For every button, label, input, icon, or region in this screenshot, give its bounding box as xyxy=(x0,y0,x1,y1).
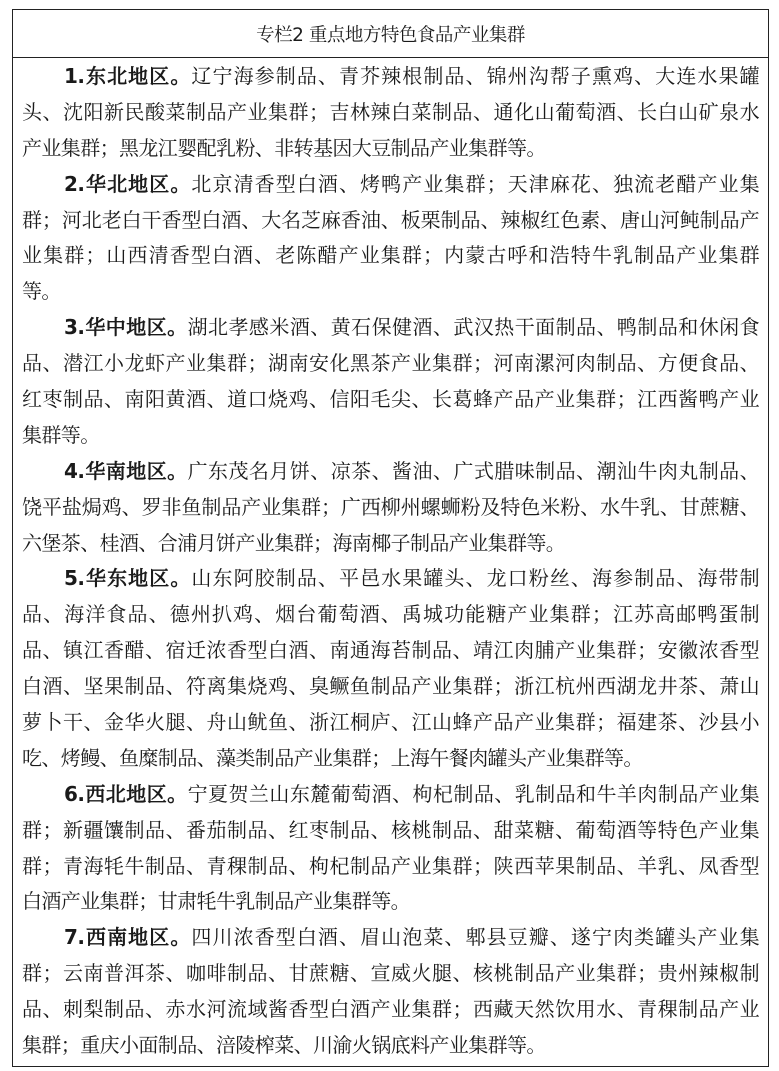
region-line xyxy=(22,382,759,418)
region-text: 四川浓香型白酒、眉山泡菜、郫县豆瓣、遂宁肉类罐头产业集 xyxy=(191,925,759,950)
region-line xyxy=(22,561,759,597)
region-line xyxy=(22,131,759,167)
region-line xyxy=(22,346,759,382)
box-title: 专栏2 重点地方特色食品产业集群 xyxy=(13,10,768,58)
region-line xyxy=(22,203,759,239)
region-text: 集群；重庆小面制品、涪陵榨菜、川渝火锅底料产业集群等。 xyxy=(22,1033,546,1058)
region-text: 山东阿胶制品、平邑水果罐头、龙口粉丝、海参制品、海带制 xyxy=(191,566,759,591)
region-heading: 4.华南地区。 xyxy=(64,458,188,483)
region-text: 北京清香型白酒、烤鸭产业集群；天津麻花、独流老醋产业集 xyxy=(191,171,759,196)
region-text: 群；新疆馕制品、番茄制品、红枣制品、核桃制品、甜菜糖、葡萄酒等特色产业集 xyxy=(22,817,759,842)
region-line xyxy=(22,920,759,956)
region-line xyxy=(22,274,759,310)
region-text: 湖北孝感米酒、黄石保健酒、武汉热干面制品、鸭制品和休闲食 xyxy=(187,315,759,340)
region-text: 品、镇江香醋、宿迁浓香型白酒、南通海苔制品、靖江肉脯产业集群；安徽浓香型 xyxy=(22,638,759,663)
region-heading: 7.西南地区。 xyxy=(64,925,192,950)
region-text: 萝卜干、金华火腿、舟山鱿鱼、浙江桐庐、江山蜂产品产业集群；福建茶、沙县小 xyxy=(22,710,759,735)
region-text: 饶平盐焗鸡、罗非鱼制品产业集群；广西柳州螺蛳粉及特色米粉、水牛乳、甘蔗糖、 xyxy=(22,494,759,519)
region-line xyxy=(22,454,759,490)
region-text: 品、刺梨制品、赤水河流域酱香型白酒产业集群；西藏天然饮用水、青稞制品产业 xyxy=(22,997,759,1022)
region-text: 等。 xyxy=(22,279,61,304)
region-text: 红枣制品、南阳黄酒、道口烧鸡、信阳毛尖、长葛蜂产品产业集群；江西酱鸭产业 xyxy=(22,387,759,412)
region-text: 群；河北老白干香型白酒、大名芝麻香油、板栗制品、辣椒红色素、唐山河鲀制品产 xyxy=(22,207,759,232)
region-line xyxy=(22,59,759,95)
region-text: 头、沈阳新民酸菜制品产业集群；吉林辣白菜制品、通化山葡萄酒、长白山矿泉水 xyxy=(22,99,759,124)
region-text: 群；青海牦牛制品、青稞制品、枸杞制品产业集群；陕西苹果制品、羊乳、凤香型 xyxy=(22,853,759,878)
region-section xyxy=(22,167,759,311)
region-text: 白酒、坚果制品、符离集烧鸡、臭鳜鱼制品产业集群；浙江杭州西湖龙井茶、萧山 xyxy=(22,674,759,699)
box-content xyxy=(13,58,768,1064)
region-text: 吃、烤鳗、鱼糜制品、藻类制品产业集群；上海午餐肉罐头产业集群等。 xyxy=(22,745,643,770)
region-line xyxy=(22,490,759,526)
region-text: 辽宁海参制品、青芥辣根制品、锦州沟帮子熏鸡、大连水果罐 xyxy=(191,64,759,88)
region-text: 产业集群；黑龙江婴配乳粉、非转基因大豆制品产业集群等。 xyxy=(22,135,546,160)
region-section xyxy=(22,454,759,562)
region-line xyxy=(22,167,759,203)
region-text: 集群等。 xyxy=(22,422,100,447)
region-text: 宁夏贺兰山东麓葡萄酒、枸杞制品、乳制品和牛羊肉制品产业集 xyxy=(187,781,759,806)
region-line xyxy=(22,956,759,992)
region-line xyxy=(22,884,759,920)
region-line xyxy=(22,597,759,633)
region-text: 白酒产业集群；甘肃牦牛乳制品产业集群等。 xyxy=(22,889,410,914)
region-line xyxy=(22,741,759,777)
region-line xyxy=(22,526,759,562)
region-text: 品、潜江小龙虾产业集群；湖南安化黑茶产业集群；河南漯河肉制品、方便食品、 xyxy=(22,351,759,376)
region-section xyxy=(22,310,759,454)
region-text: 群；云南普洱茶、咖啡制品、甘蔗糖、宣威火腿、核桃制品产业集群；贵州辣椒制 xyxy=(22,961,759,986)
region-line xyxy=(22,813,759,849)
region-line xyxy=(22,633,759,669)
region-text: 品、海洋食品、德州扒鸡、烟台葡萄酒、禹城功能糖产业集群；江苏高邮鸭蛋制 xyxy=(22,602,759,627)
region-line xyxy=(22,310,759,346)
region-section xyxy=(22,920,759,1064)
region-line xyxy=(22,1028,759,1064)
region-line xyxy=(22,992,759,1028)
region-section xyxy=(22,777,759,921)
region-heading: 2.华北地区。 xyxy=(64,171,192,196)
region-text: 六堡茶、桂酒、合浦月饼产业集群；海南椰子制品产业集群等。 xyxy=(22,530,566,555)
region-line xyxy=(22,95,759,131)
region-line xyxy=(22,418,759,454)
feature-box xyxy=(12,9,769,1067)
region-text: 广东茂名月饼、凉茶、酱油、广式腊味制品、潮汕牛肉丸制品、 xyxy=(187,458,759,483)
region-section xyxy=(22,59,759,167)
region-line xyxy=(22,238,759,274)
region-text: 业集群；山西清香型白酒、老陈醋产业集群；内蒙古呼和浩特牛乳制品产业集群 xyxy=(22,243,759,268)
region-line xyxy=(22,705,759,741)
region-heading: 3.华中地区。 xyxy=(64,315,188,340)
region-section xyxy=(22,561,759,776)
region-heading: 5.华东地区。 xyxy=(64,566,192,591)
region-line xyxy=(22,669,759,705)
region-line xyxy=(22,849,759,885)
region-heading: 1.东北地区。 xyxy=(64,64,192,88)
region-line xyxy=(22,777,759,813)
region-heading: 6.西北地区。 xyxy=(64,781,188,806)
